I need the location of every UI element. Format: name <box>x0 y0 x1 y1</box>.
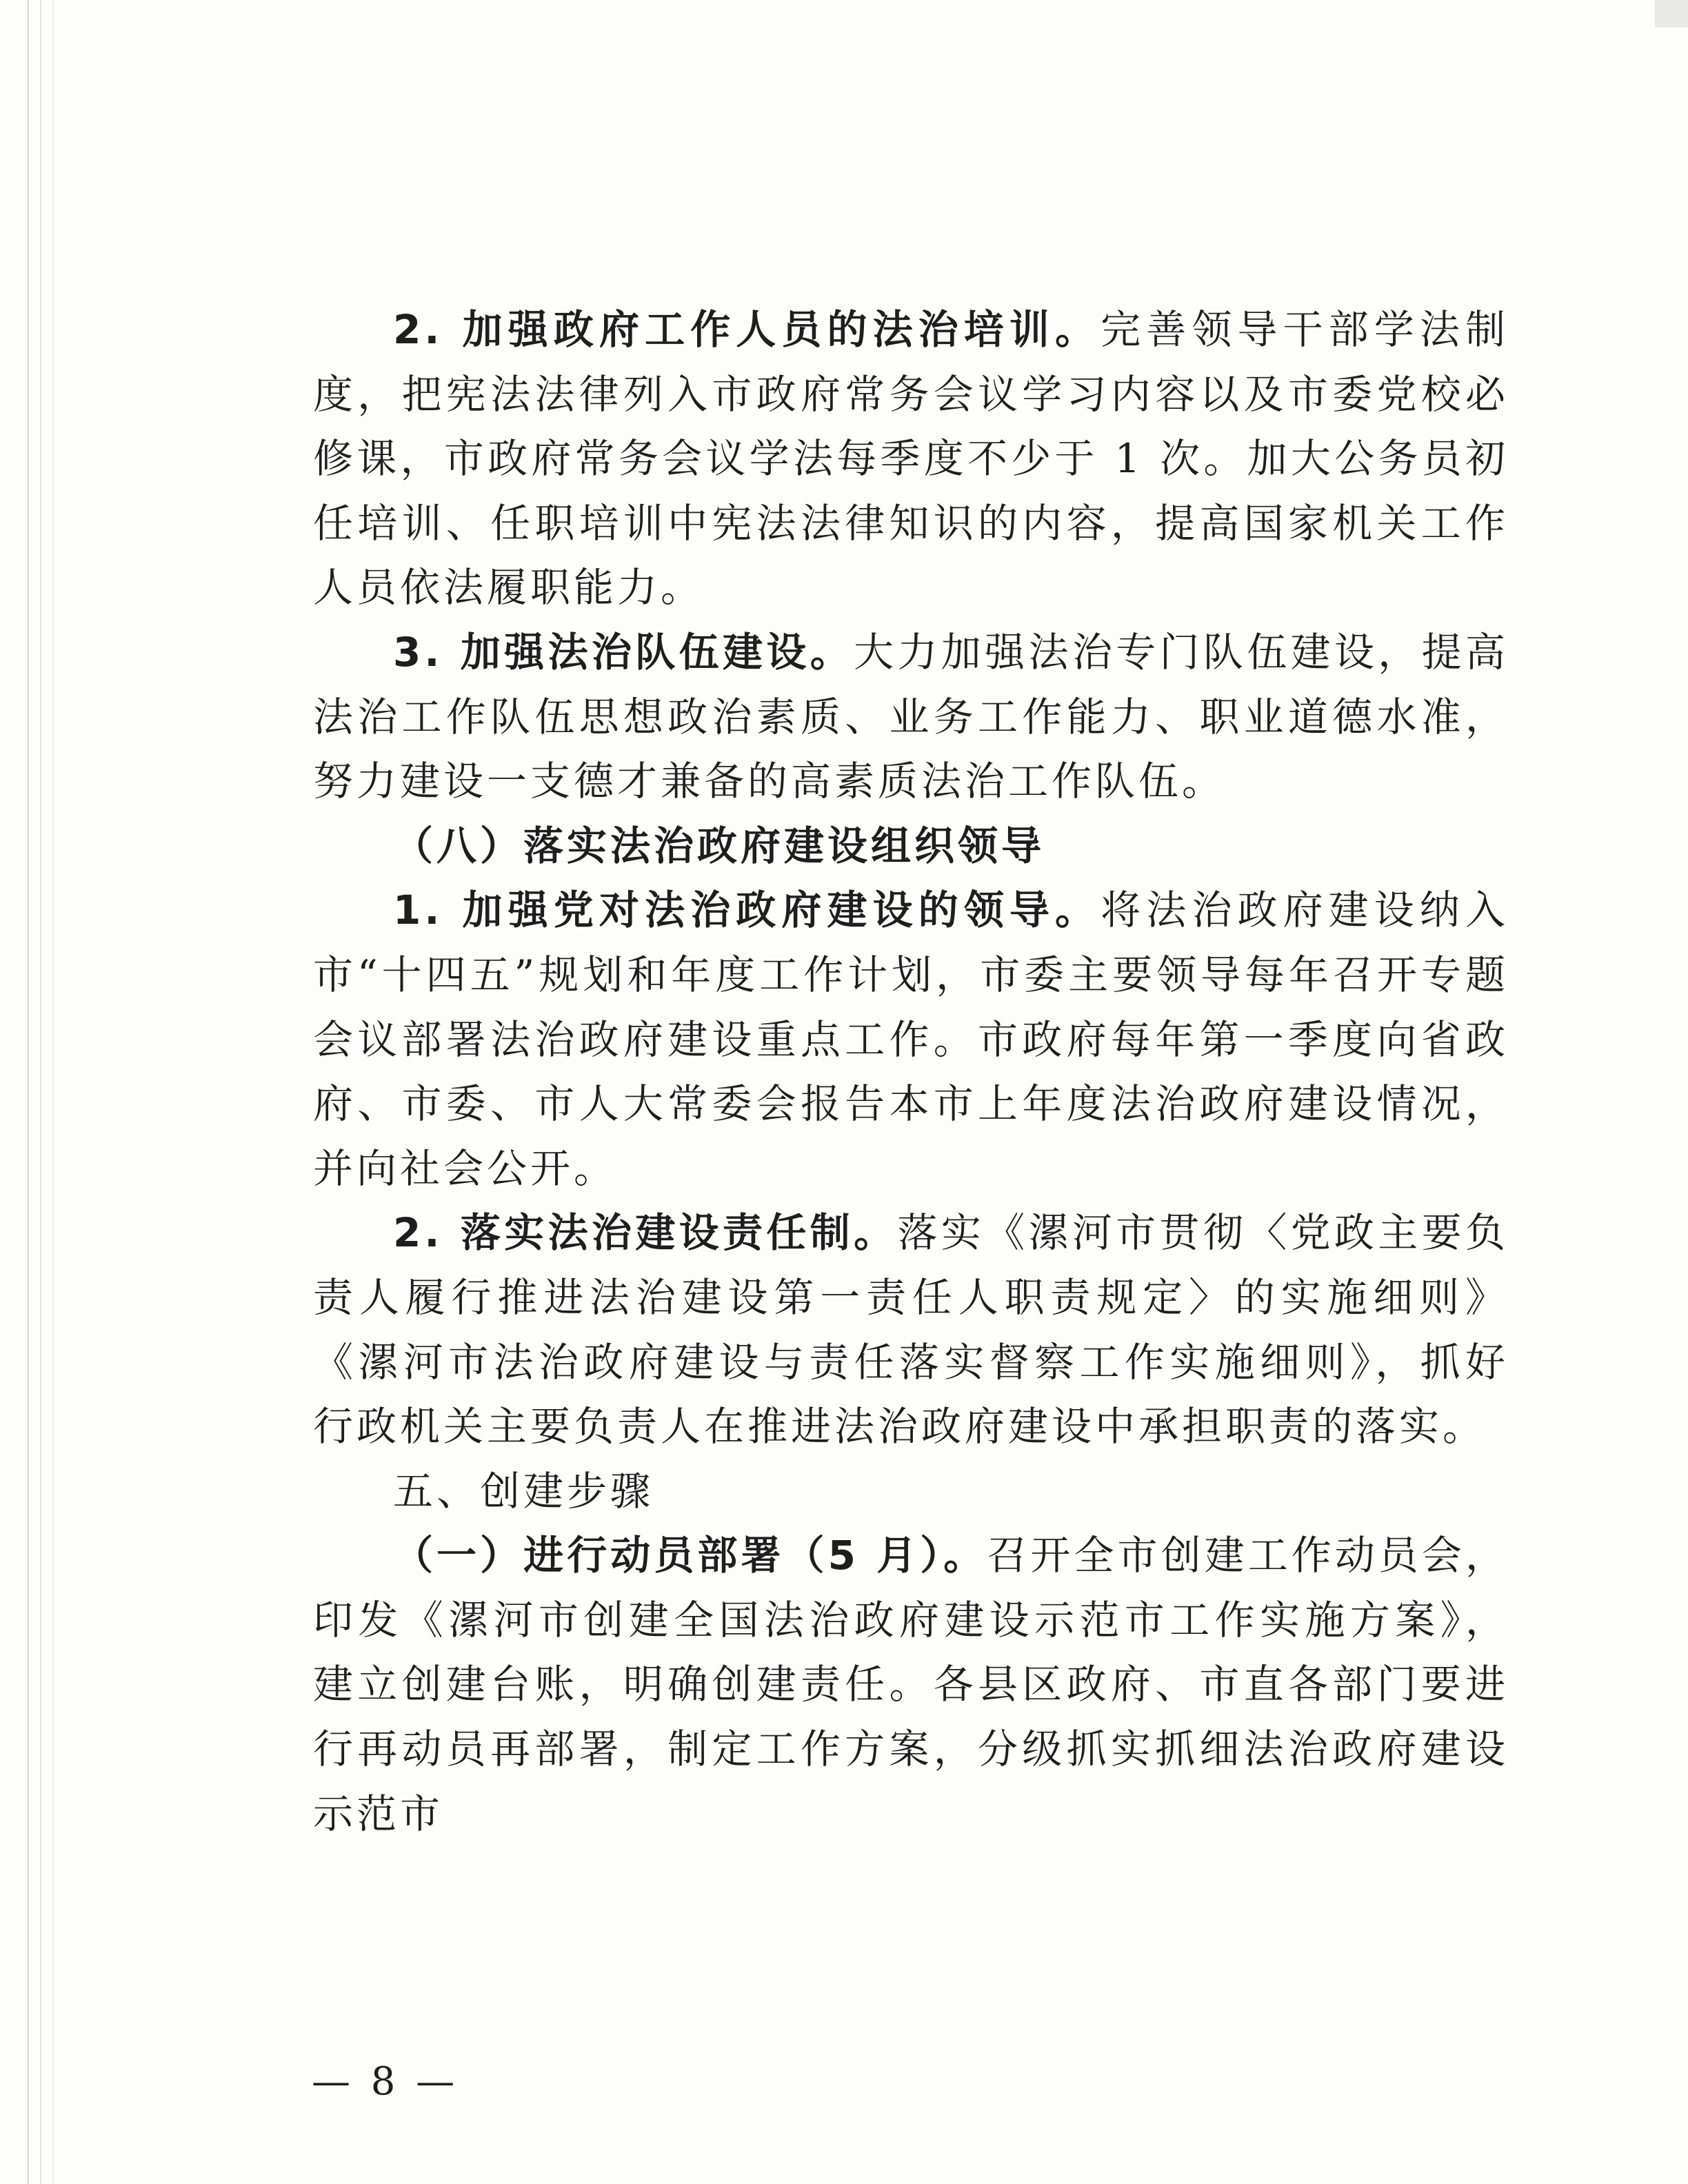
paragraph-lead: （一）进行动员部署（5 月）。 <box>393 1532 987 1579</box>
paragraph-text: 将法治政府建设纳入市“十四五”规划和年度工作计划，市委主要领导每年召开专题会议部署法治政府建设重点工作。市政府每年第一季度向省政府、市委、市人大常委会报告本市上年度法治政府建设情况，并向社会公开。 <box>313 887 1509 1192</box>
paragraph-lead: 1. 加强党对法治政府建设的领导。 <box>393 887 1101 934</box>
paragraph-mobilization <box>313 1524 1509 1846</box>
paragraph-responsibility <box>313 1201 1509 1459</box>
subheading-leadership: （八）落实法治政府建设组织领导 <box>393 822 1045 869</box>
page-number: — 8 — <box>312 2059 459 2104</box>
scan-corner-shadow <box>1655 0 1688 28</box>
paragraph-party-leadership <box>313 878 1509 1201</box>
paragraph-text: 召开全市创建工作动员会，印发《漯河市创建全国法治政府建设示范市工作实施方案》，建立创建台账，明确创建责任。各县区政府、市直各部门要进行再动员再部署，制定工作方案，分级抓实抓细法治政府建设示范市 <box>313 1532 1509 1837</box>
paragraph-lead: 3. 加强法治队伍建设。 <box>393 628 854 676</box>
paragraph-text: 落实《漯河市贯彻〈党政主要负责人履行推进法治建设第一责任人职责规定〉的实施细则》《漯河市法治政府建设与责任落实督察工作实施细则》，抓好行政机关主要负责人在推进法治政府建设中承担职责的落实。 <box>313 1209 1509 1450</box>
paragraph-training <box>313 298 1509 620</box>
scan-edge-line <box>28 0 29 2184</box>
section-heading-steps: 五、创建步骤 <box>393 1467 654 1515</box>
scan-edge-line <box>40 0 41 2184</box>
scan-edge-line <box>52 0 54 2184</box>
paragraph-team-building <box>313 620 1509 814</box>
document-body <box>313 298 1509 1846</box>
paragraph-text: 完善领导干部学法制度，把宪法法律列入市政府常务会议学习内容以及市委党校必修课，市政府常务会议学法每季度不少于 1 次。加大公务员初任培训、任职培训中宪法法律知识的内容，提高国家机关工作人员依法履职能力。 <box>313 306 1509 611</box>
paragraph-lead: 2. 落实法治建设责任制。 <box>393 1209 898 1257</box>
paragraph-text: 大力加强法治专门队伍建设，提高法治工作队伍思想政治素质、业务工作能力、职业道德水准，努力建设一支德才兼备的高素质法治工作队伍。 <box>313 628 1509 805</box>
paragraph-lead: 2. 加强政府工作人员的法治培训。 <box>393 306 1101 353</box>
